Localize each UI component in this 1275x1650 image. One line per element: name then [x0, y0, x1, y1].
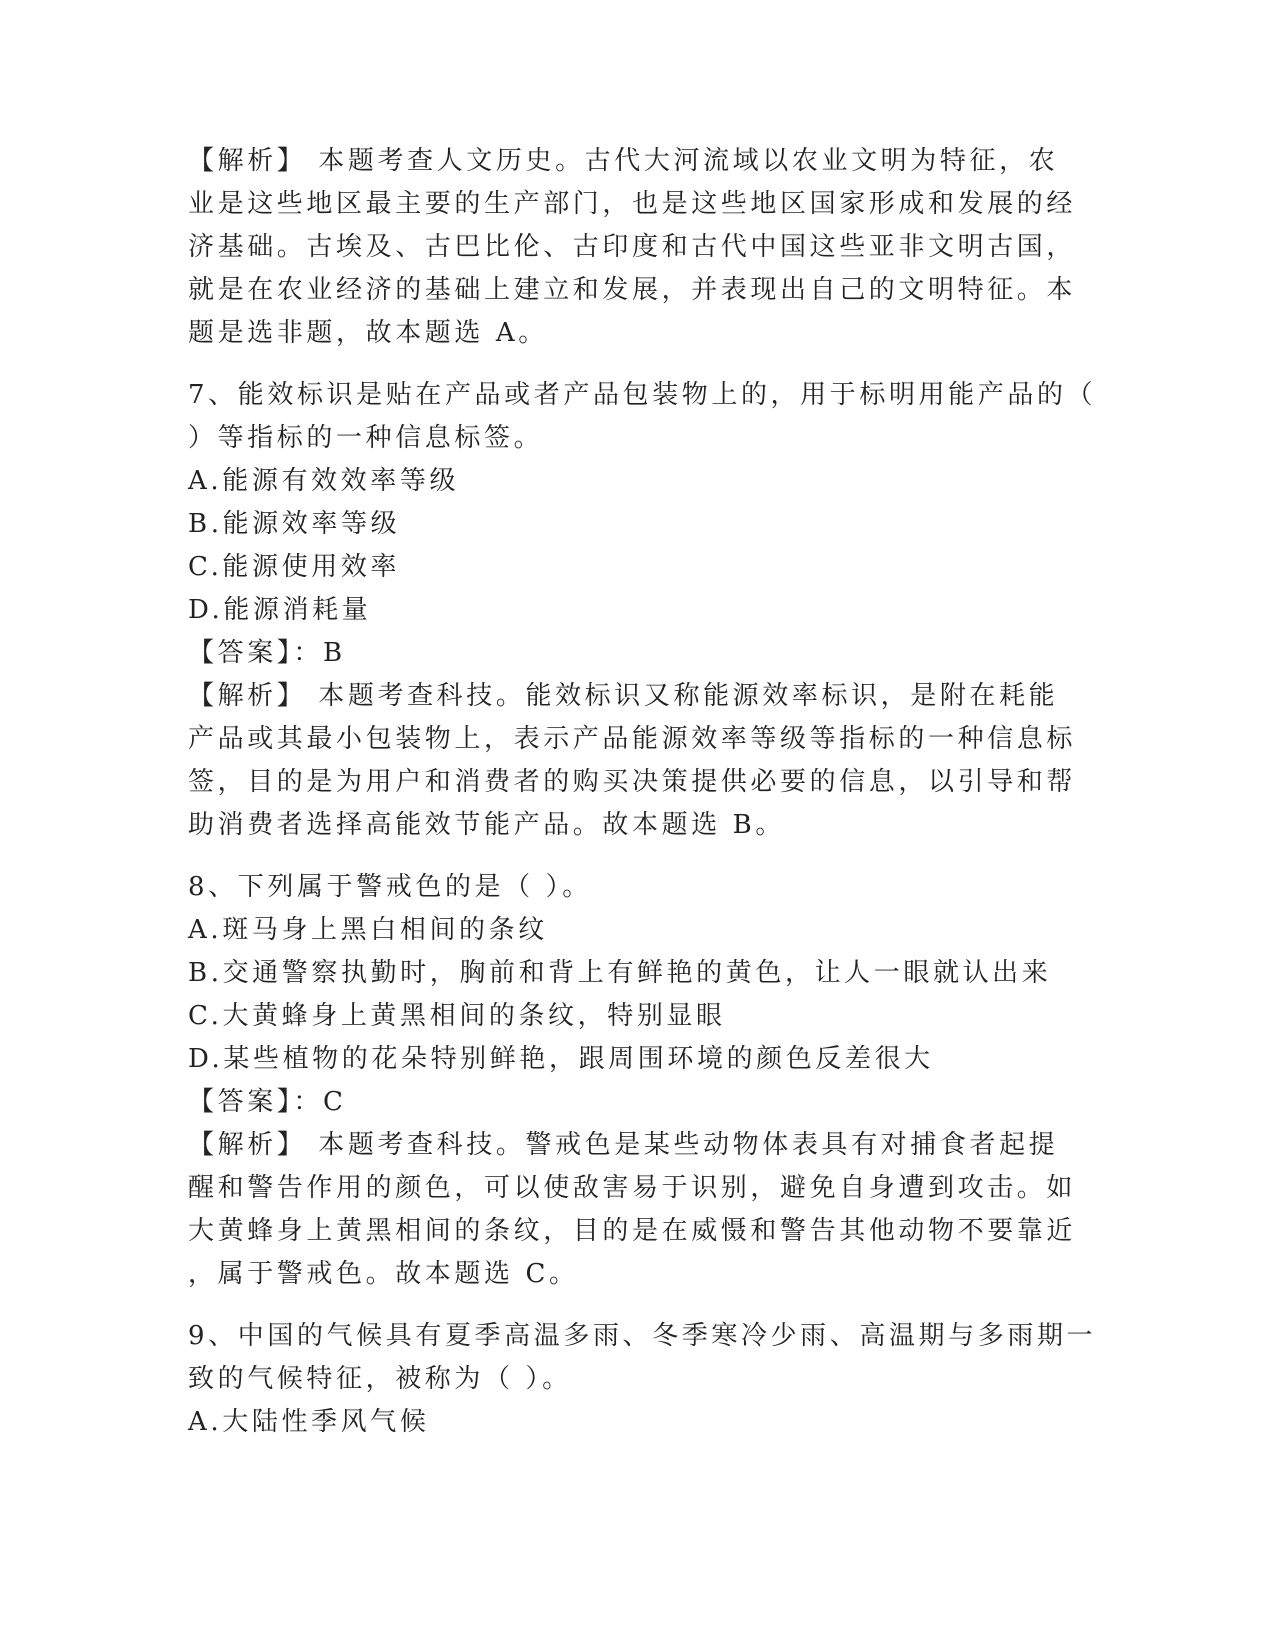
analysis-line: 业是这些地区最主要的生产部门，也是这些地区国家形成和发展的经 — [188, 189, 1077, 219]
question-8 — [188, 866, 1077, 1296]
question-stem-line: 7、能效标识是贴在产品或者产品包装物上的，用于标明用能产品的（ — [188, 380, 1097, 410]
answer-line: 【答案】：B — [188, 638, 346, 668]
answer-line: 【答案】：C — [188, 1087, 347, 1117]
analysis-6 — [188, 140, 1077, 355]
option-a: A.大陆性季风气候 — [188, 1407, 430, 1437]
analysis-line: 【解析】 本题考查科技。能效标识又称能源效率标识，是附在耗能 — [188, 681, 1059, 711]
option-d: D.能源消耗量 — [188, 595, 372, 625]
option-a: A.斑马身上黑白相间的条纹 — [188, 915, 548, 945]
analysis-line: 济基础。古埃及、古巴比伦、古印度和古代中国这些亚非文明古国， — [188, 232, 1077, 262]
question-9 — [188, 1315, 1097, 1444]
option-b: B.交通警察执勤时，胸前和背上有鲜艳的黄色，让人一眼就认出来 — [188, 958, 1052, 988]
question-stem-line: 9、中国的气候具有夏季高温多雨、冬季寒冷少雨、高温期与多雨期一 — [188, 1321, 1097, 1351]
option-a: A.能源有效效率等级 — [188, 466, 460, 496]
option-b: B.能源效率等级 — [188, 509, 401, 539]
analysis-line: ，属于警戒色。故本题选 C。 — [188, 1259, 579, 1289]
analysis-line: 醒和警告作用的颜色，可以使敌害易于识别，避免自身遭到攻击。如 — [188, 1173, 1077, 1203]
question-7 — [188, 374, 1097, 847]
option-c: C.能源使用效率 — [188, 552, 401, 582]
option-c: C.大黄蜂身上黄黑相间的条纹，特别显眼 — [188, 1001, 726, 1031]
analysis-line: 签，目的是为用户和消费者的购买决策提供必要的信息，以引导和帮 — [188, 767, 1077, 797]
analysis-line: 大黄蜂身上黄黑相间的条纹，目的是在威慑和警告其他动物不要靠近 — [188, 1216, 1077, 1246]
analysis-line: 就是在农业经济的基础上建立和发展，并表现出自己的文明特征。本 — [188, 275, 1077, 305]
question-stem-line: 8、下列属于警戒色的是（ ）。 — [188, 872, 592, 902]
analysis-line: 题是选非题，故本题选 A。 — [188, 318, 548, 348]
document-page — [188, 140, 1097, 1444]
analysis-line: 【解析】 本题考查人文历史。古代大河流域以农业文明为特征，农 — [188, 146, 1059, 176]
question-stem-line: 致的气候特征，被称为（ ）。 — [188, 1364, 572, 1394]
analysis-line: 产品或其最小包装物上，表示产品能源效率等级等指标的一种信息标 — [188, 724, 1077, 754]
analysis-line: 【解析】 本题考查科技。警戒色是某些动物体表具有对捕食者起提 — [188, 1130, 1059, 1160]
question-stem-line: ）等指标的一种信息标签。 — [188, 423, 544, 453]
option-d: D.某些植物的花朵特别鲜艳，跟周围环境的颜色反差很大 — [188, 1044, 934, 1074]
analysis-line: 助消费者选择高能效节能产品。故本题选 B。 — [188, 810, 785, 840]
